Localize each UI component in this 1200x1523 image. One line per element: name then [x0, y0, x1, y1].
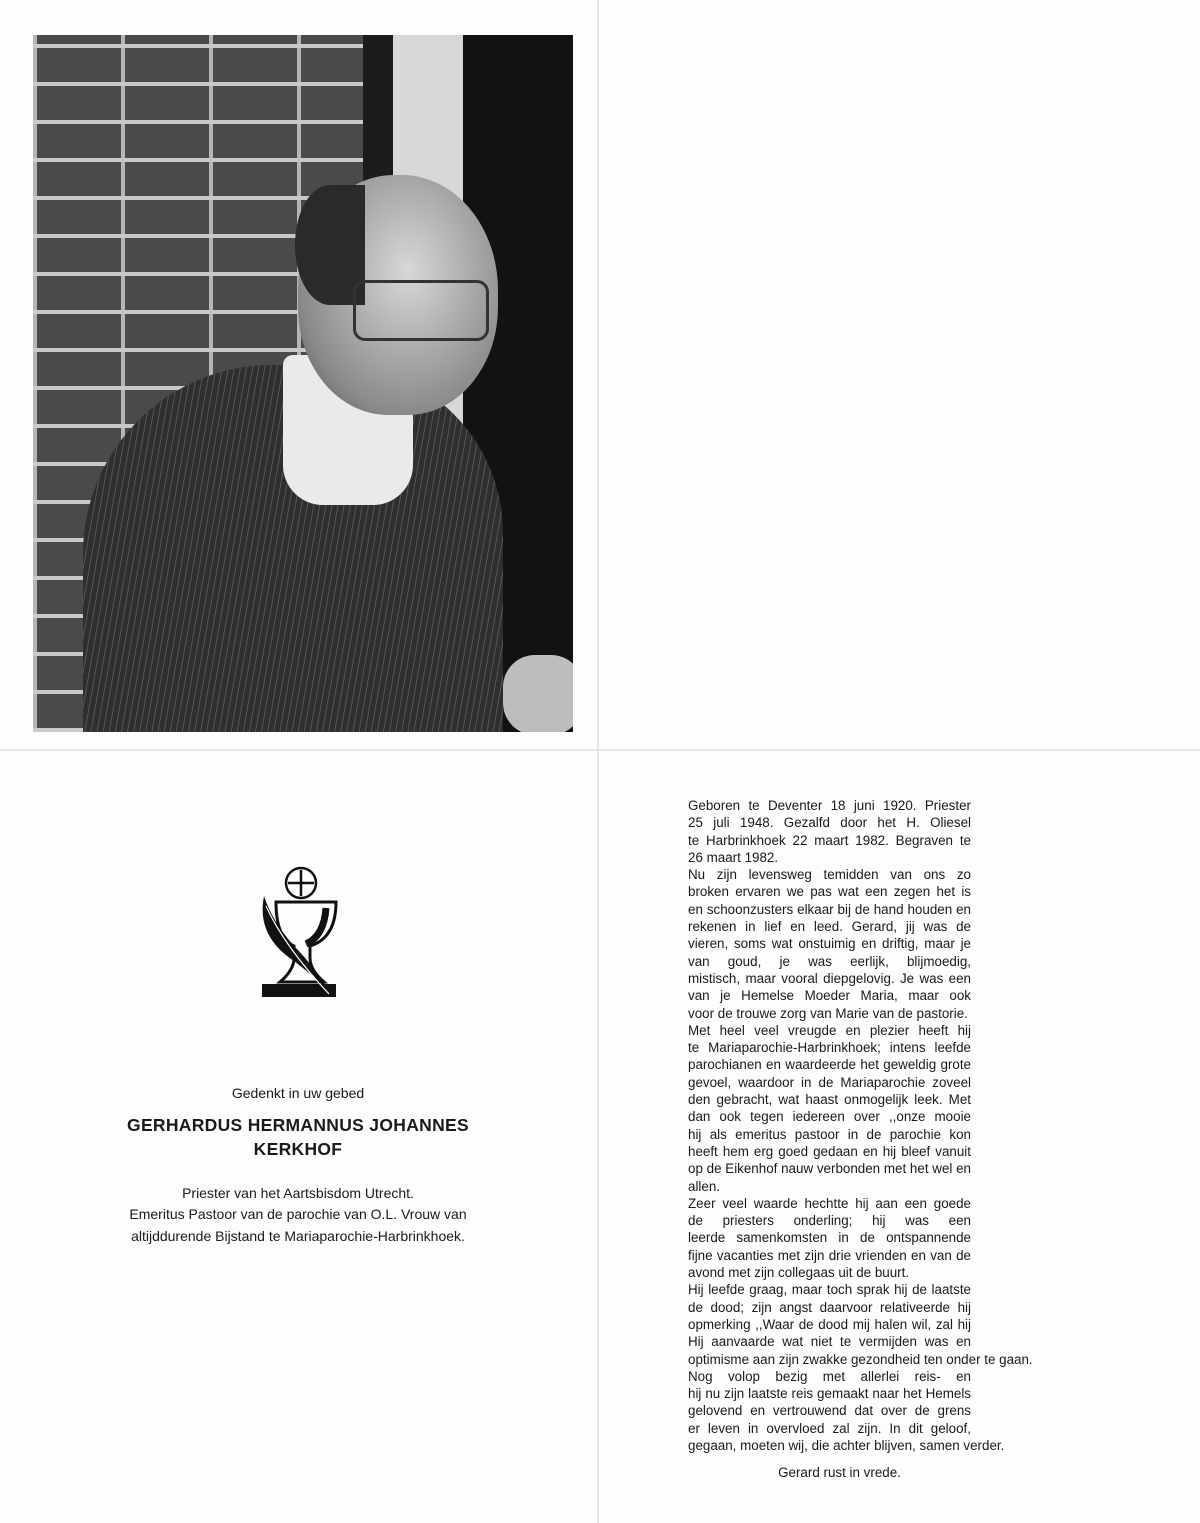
biography-line: Hij leefde graag, maar toch sprak hij de laatste	[688, 1282, 971, 1298]
biography-line: Geboren te Deventer 18 juni 1920. Priester	[688, 798, 971, 813]
biography-line: en schoonzusters elkaar bij de hand houden en	[688, 901, 971, 917]
hand	[503, 655, 573, 732]
biography-line: vieren, soms wat onstuimig en driftig, maar je	[688, 936, 971, 952]
biography-line: dan ook tegen iedereen over ,,onze mooie	[688, 1109, 971, 1125]
biography-text	[688, 797, 1033, 1454]
description-line: Priester van het Aartsbisdom Utrecht.	[182, 1185, 414, 1201]
biography-line: gelovend en vertrouwend dat over de grens	[688, 1403, 971, 1419]
biography-line: er leven in overvloed zal zijn. In dit geloof,	[688, 1420, 971, 1436]
biography-line: fijne vacanties met zijn drie vrienden en van de	[688, 1247, 971, 1263]
portrait-photo	[33, 35, 573, 732]
biography-line: de dood; zijn angst daarvoor relativeerde hij	[688, 1299, 971, 1315]
biography-line: broken ervaren we pas wat een zegen het is	[688, 884, 971, 900]
biography-line: hij nu zijn laatste reis gemaakt naar het Hemels	[688, 1386, 971, 1402]
biography-line: Nu zijn levensweg temidden van ons zo	[688, 867, 971, 883]
biography-line: van je Hemelse Moeder Maria, maar ook	[688, 988, 971, 1004]
biography-line: gegaan, moeten wij, die achter blijven, samen verder.	[688, 1437, 1005, 1453]
biography-line: optimisme aan zijn zwakke gezondheid ten onder te gaan.	[688, 1351, 1033, 1367]
biography-line: te Mariaparochie-Harbrinkhoek; intens leefde	[688, 1040, 971, 1056]
biography-line: de priesters onderling; hij was een	[688, 1213, 971, 1229]
biography-line: 25 juli 1948. Gezalfd door het H. Oliesel	[688, 815, 971, 831]
biography-line: hij als emeritus pastoor in de parochie kon	[688, 1126, 971, 1142]
biography-line: op de Eikenhof nauw verbonden met het wel en	[688, 1161, 971, 1177]
biography-line: mistisch, maar vooral diepgelovig. Je was een	[688, 970, 971, 986]
biography-line: leerde samenkomsten in de ontspannende	[688, 1230, 971, 1246]
biography-line: 26 maart 1982.	[688, 849, 779, 865]
fold-line-vertical	[597, 0, 599, 1523]
deceased-name-first: GERHARDUS HERMANNUS JOHANNES	[127, 1115, 469, 1135]
biography-line: avond met zijn collegaas uit de buurt.	[688, 1265, 910, 1281]
biography-line: parochianen en waardeerde het geweldig grote	[688, 1057, 971, 1073]
glasses	[353, 280, 489, 341]
closing-line: Gerard rust in vrede.	[778, 1465, 901, 1480]
gedenkt-heading: Gedenkt in uw gebed	[231, 1085, 365, 1101]
biography-line: Zeer veel waarde hechtte hij aan een goede	[688, 1195, 971, 1211]
biography-line: Nog volop bezig met allerlei reis- en	[688, 1368, 971, 1384]
biography-line: gevoel, waardoor in de Mariaparochie zoveel	[688, 1074, 971, 1090]
biography-line: den gebracht, wat haast onmogelijk leek. Met	[688, 1092, 971, 1108]
biography-line: heeft hem erg goed gedaan en hij bleef vanuit	[688, 1143, 971, 1159]
deceased-name-surname: KERKHOF	[253, 1139, 343, 1159]
biography-line: Hij aanvaarde wat niet te vermijden was en	[688, 1334, 971, 1350]
chalice-host-palm-icon	[254, 866, 344, 1006]
biography-line: te Harbrinkhoek 22 maart 1982. Begraven te	[688, 832, 971, 848]
biography-line: allen.	[688, 1178, 721, 1194]
biography-line: opmerking ,,Waar de dood mij halen wil, zal hij	[688, 1316, 971, 1332]
fold-line-horizontal	[0, 749, 1200, 751]
description-line: altijddurende Bijstand te Mariaparochie-Harbrinkhoek.	[131, 1228, 465, 1244]
biography-line: van goud, je was eerlijk, blijmoedig,	[688, 953, 971, 969]
biography-line: rekenen in lief en leed. Gerard, jij was de	[688, 919, 971, 935]
biography-line: Met heel veel vreugde en plezier heeft hij	[688, 1022, 971, 1038]
biography-line: voor de trouwe zorg van Marie van de pastorie.	[688, 1005, 968, 1021]
description-line: Emeritus Pastoor van de parochie van O.L. Vrouw van	[129, 1206, 467, 1222]
